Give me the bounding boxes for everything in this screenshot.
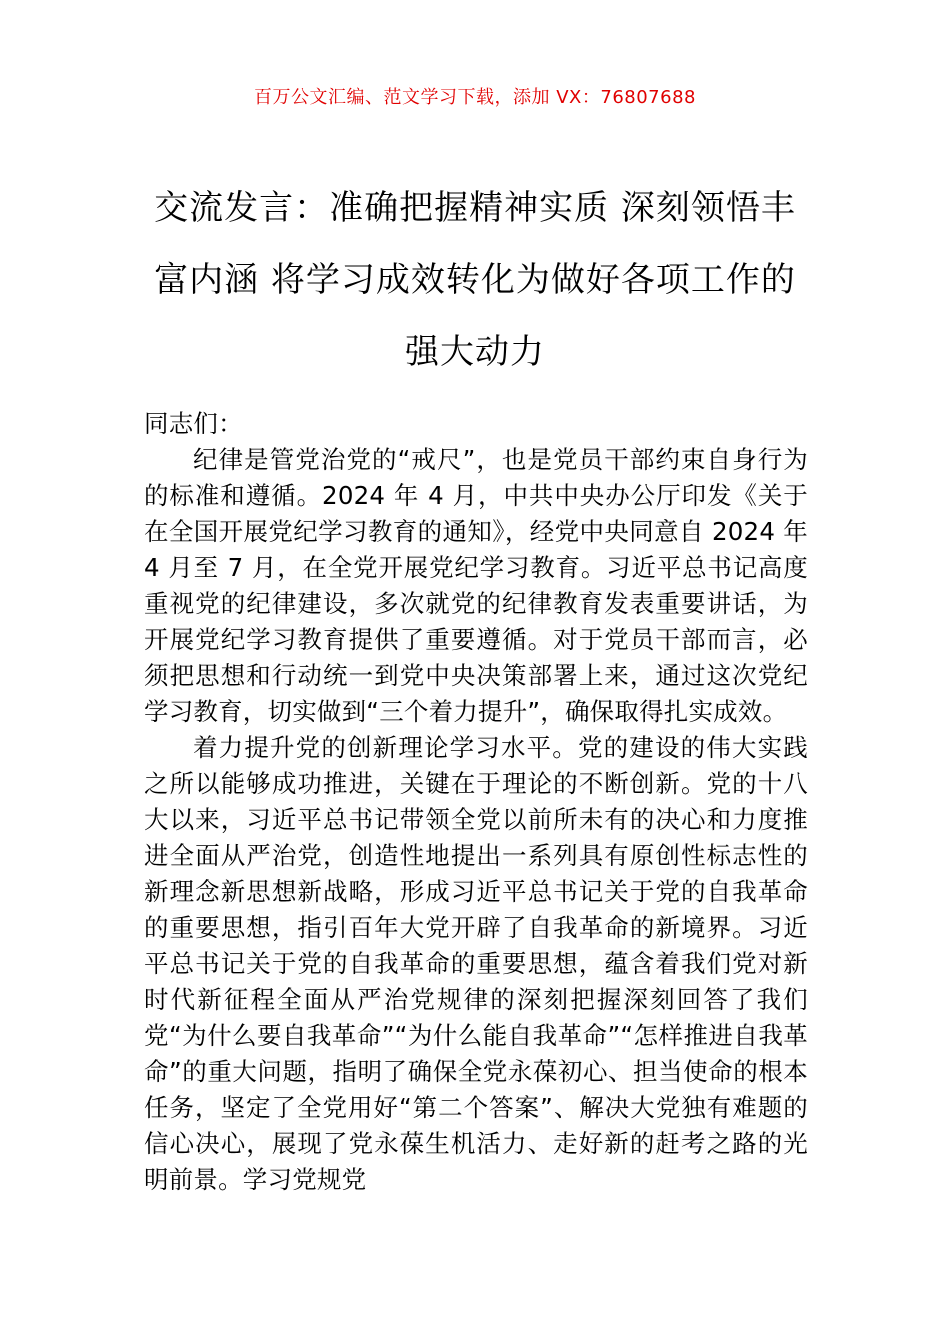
paragraph-2: 着力提升党的创新理论学习水平。党的建设的伟大实践之所以能够成功推进，关键在于理论的不断创新。党的十八大以来，习近平总书记带领全党以前所未有的决心和力度推进全面从严治党，创造性地提出一系列具有原创性标志性的新理念新思想新战略，形成习近平总书记关于党的自我革命的重要思想，指引百年大党开辟了自我革命的新境界。习近平总书记关于党的自我革命的重要思想，蕴含着我们党对新时代新征程全面从严治党规律的深刻把握深刻回答了我们党“为什么要自我革命”“为什么能自我革命”“怎样推进自我革命”的重大问题，指明了确保全党永葆初心、担当使命的根本任务，坚定了全党用好“第二个答案”、解决大党独有难题的信心决心，展现了党永葆生机活力、走好新的赶考之路的光明前景。学习党规党 <box>144 733 808 1194</box>
document-title <box>130 172 820 388</box>
title-line-1: 交流发言：准确把握精神实质 深刻领悟丰 <box>154 188 796 228</box>
title-line-3: 强大动力 <box>405 332 545 372</box>
header-note: 百万公文汇编、范文学习下载，添加 VX：76807688 <box>254 87 696 108</box>
salutation: 同志们： <box>144 409 243 438</box>
document-body <box>144 406 808 1198</box>
title-line-2: 富内涵 将学习成效转化为做好各项工作的 <box>154 260 796 300</box>
paragraph-1: 纪律是管党治党的“戒尺”，也是党员干部约束自身行为的标准和遵循。2024 年 4 月，中共中央办公厅印发《关于在全国开展党纪学习教育的通知》，经党中央同意自 2024 年 4 月至 7 月，在全党开展党纪学习教育。习近平总书记高度重视党的纪律建设，多次就党的纪律教育发表重要讲话，为开展党纪学习教育提供了重要遵循。对于党员干部而言，必须把思想和行动统一到党中央决策部署上来，通过这次党纪学习教育，切实做到“三个着力提升”，确保取得扎实成效。 <box>144 445 808 726</box>
